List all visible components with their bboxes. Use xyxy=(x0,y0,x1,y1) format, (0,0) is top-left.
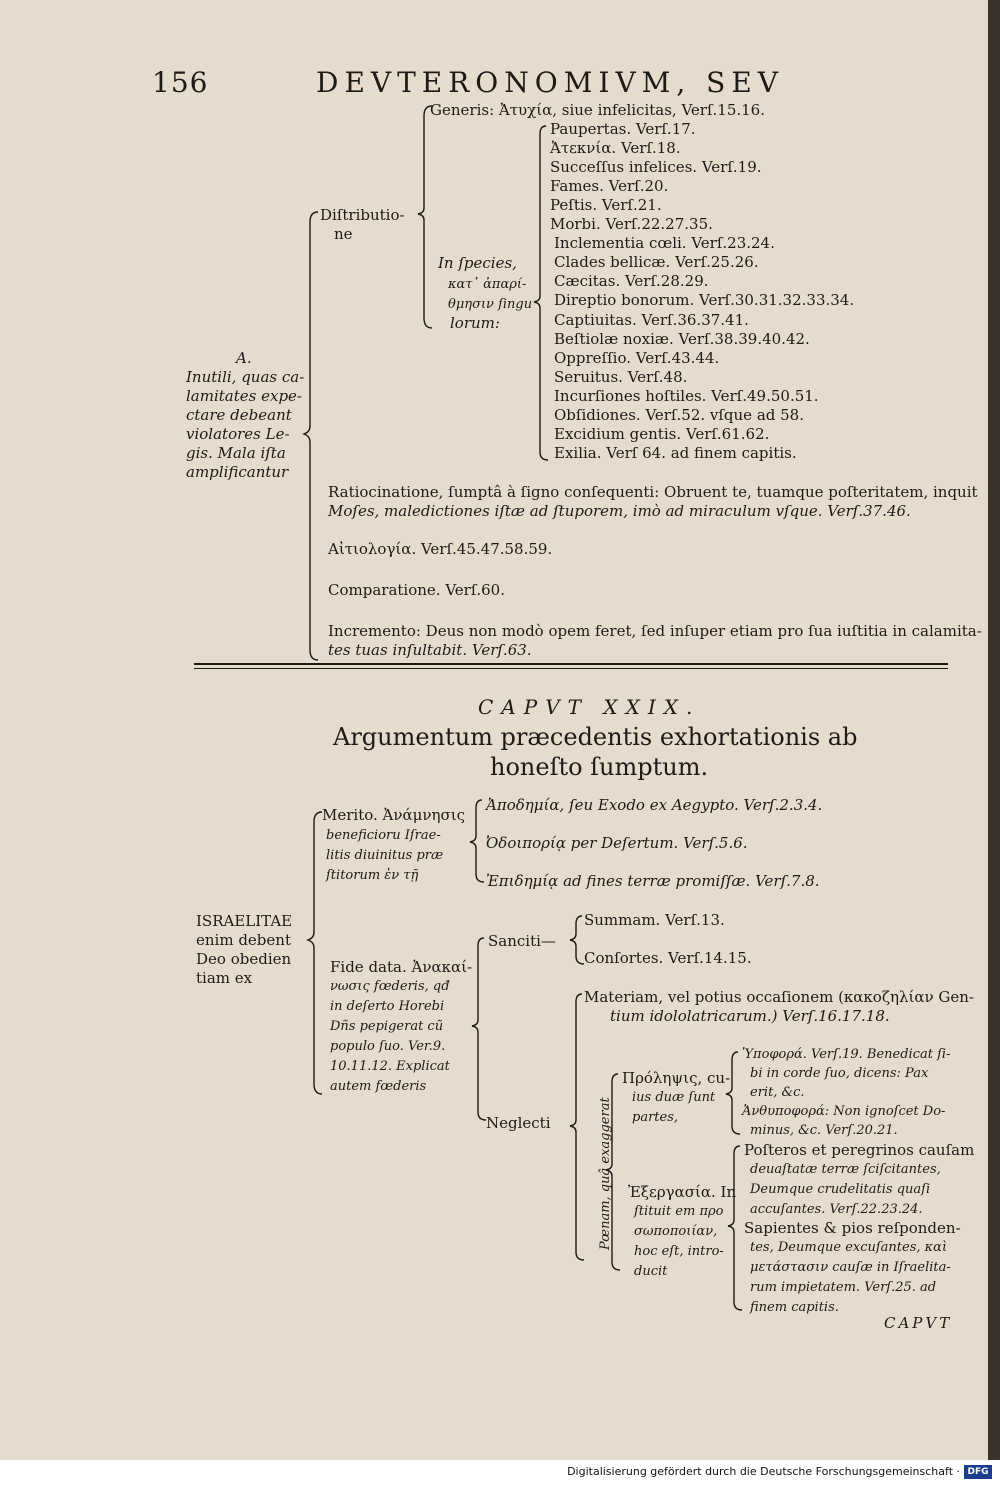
posteros-line: Poſteros et peregrinos cauſam xyxy=(744,1141,975,1159)
posteros-line: accuſantes. Verſ.22.23.24. xyxy=(750,1202,923,1217)
exergasia-line: Ἐξεργασία. In xyxy=(628,1183,737,1201)
chapter-title-line-1: Argumentum præcedentis exhortationis ab xyxy=(333,723,858,751)
list-item: Ἀποδημία, ſeu Exodo ex Aegypto. Verſ.2.3.4. xyxy=(486,796,823,814)
chapter-heading: CAPVT XXIX. xyxy=(478,695,701,719)
aitiologia-line: Αἰτιολογία. Verſ.45.47.58.59. xyxy=(328,540,553,558)
exergasia-line: σωποποιίαν, xyxy=(634,1224,718,1239)
distributio-line-1: Diſtributio- xyxy=(320,206,405,224)
section-rule xyxy=(194,663,948,665)
inutili-line: violatores Le- xyxy=(186,425,290,443)
exergasia-line: hoc eſt, intro- xyxy=(634,1244,724,1259)
list-item: Ἀτεκνία. Verſ.18. xyxy=(550,139,681,157)
exergasia-line: ducit xyxy=(634,1264,668,1279)
dfg-logo: DFG xyxy=(964,1465,992,1479)
inutili-line: gis. Mala iſta xyxy=(186,444,286,462)
sapientes-line: Sapientes & pios reſponden- xyxy=(744,1219,961,1237)
exergasia-line: ſtituit em προ xyxy=(634,1204,724,1219)
fide-line: in deſerto Horebi xyxy=(330,999,445,1014)
fide-line: Dñs pepigerat cũ xyxy=(330,1019,444,1034)
inutili-line: amplificantur xyxy=(186,463,289,481)
merito-line: Merito. Ἀνάμνησις xyxy=(322,806,465,824)
hypophora-line: bi in corde ſuo, dicens: Pax xyxy=(750,1066,929,1081)
prolepsis-line: partes, xyxy=(632,1110,679,1125)
merito-line: litis diuinitus præ xyxy=(326,848,444,863)
list-item: Fames. Verſ.20. xyxy=(550,177,669,195)
israelitae-line: tiam ex xyxy=(196,969,253,987)
israelitae-line: ISRAELITAE xyxy=(196,912,293,930)
sanciti-consortes: Conſortes. Verſ.14.15. xyxy=(584,949,752,967)
hypophora-line: Ὑποφορά. Verſ.19. Benedicat ſi- xyxy=(742,1047,951,1062)
anthypophora-line: minus, &c. Verſ.20.21. xyxy=(750,1123,898,1138)
page-number: 156 xyxy=(152,66,209,99)
prolepsis-line: ius duæ ſunt xyxy=(632,1090,716,1105)
catchword: CAPVT xyxy=(884,1314,953,1332)
species-line: lorum: xyxy=(450,314,500,332)
list-item: Ὀδοιπορίᾳ per Deſertum. Verſ.5.6. xyxy=(486,834,748,852)
ratiocinatione-line-1: Ratiocinatione, ſumptâ à ſigno conſequenti: Obruent te, tuamque poſteritatem, inquit xyxy=(328,483,978,501)
materiam-line-1: Materiam, vel potius occaſionem (κακοζηλίαν Gen- xyxy=(584,988,974,1006)
merito-line: ſtitorum ἐν τῇ xyxy=(326,868,419,883)
fide-line: νωσις fœderis, qđ xyxy=(330,979,450,994)
list-item: Incurſiones hoſtiles. Verſ.49.50.51. xyxy=(554,387,819,405)
list-item: Exilia. Verſ 64. ad finem capitis. xyxy=(554,444,797,462)
neglecti-label: Neglecti xyxy=(486,1114,551,1132)
incremento-line-2: tes tuas inſultabit. Verſ.63. xyxy=(328,641,532,659)
incremento-line-1: Incremento: Deus non modò opem feret, ſed inſuper etiam pro ſua iuſtitia in calamita- xyxy=(328,622,982,640)
poenam-label: Pœnam, quâ exaggerat xyxy=(598,1097,613,1250)
species-line: θμησιν ſingu xyxy=(448,297,533,312)
posteros-line: Deumque crudelitatis quaſi xyxy=(750,1182,931,1197)
fide-line: populo ſuo. Ver.9. xyxy=(330,1039,446,1054)
list-item: Cæcitas. Verſ.28.29. xyxy=(554,272,709,290)
list-item: Captiuitas. Verſ.36.37.41. xyxy=(554,311,749,329)
sapientes-line: finem capitis. xyxy=(750,1300,839,1315)
list-item: Excidium gentis. Verſ.61.62. xyxy=(554,425,770,443)
sanciti-summam: Summam. Verſ.13. xyxy=(584,911,725,929)
generis-line: Generis: Ἀτυχία, siue infelicitas, Verſ.15.16. xyxy=(430,101,765,119)
list-item: Beſtiolæ noxiæ. Verſ.38.39.40.42. xyxy=(554,330,810,348)
list-item: Inclementia cœli. Verſ.23.24. xyxy=(554,234,775,252)
materiam-line-2: tium idololatricarum.) Verſ.16.17.18. xyxy=(610,1007,890,1025)
list-item: Morbi. Verſ.22.27.35. xyxy=(550,215,713,233)
inutili-line: A. xyxy=(236,349,252,367)
sapientes-line: μετάστασιν cauſæ in Iſraelita- xyxy=(750,1260,951,1275)
running-head: DEVTERONOMIVM, SEV xyxy=(316,66,784,99)
anthypophora-line: Ἀνθυποφορά: Non ignoſcet Do- xyxy=(742,1104,946,1119)
inutili-line: lamitates expe- xyxy=(186,387,302,405)
list-item: Peſtis. Verſ.21. xyxy=(550,196,662,214)
list-item: Direptio bonorum. Verſ.30.31.32.33.34. xyxy=(554,291,855,309)
israelitae-line: Deo obedien xyxy=(196,950,292,968)
section-rule-thin xyxy=(194,668,948,669)
israelitae-line: enim debent xyxy=(196,931,291,949)
fide-line: autem fœderis xyxy=(330,1079,427,1094)
list-item: Oppreſſio. Verſ.43.44. xyxy=(554,349,720,367)
hypophora-line: erit, &c. xyxy=(750,1085,805,1100)
fide-line: 10.11.12. Explicat xyxy=(330,1059,450,1074)
species-line: κατ᾽ ἀπαρί- xyxy=(448,277,527,292)
prolepsis-line: Πρόληψις, cu- xyxy=(622,1069,731,1087)
merito-line: beneficioru Iſrae- xyxy=(326,828,441,843)
footer-text: Digitalisierung gefördert durch die Deutsche Forschungsgemeinschaft · xyxy=(567,1465,960,1478)
sapientes-line: tes, Deumque excuſantes, καὶ xyxy=(750,1240,948,1255)
posteros-line: deuaſtatæ terræ ſciſcitantes, xyxy=(750,1162,941,1177)
list-item: Succeſſus infelices. Verſ.19. xyxy=(550,158,762,176)
list-item: Paupertas. Verſ.17. xyxy=(550,120,696,138)
sanciti-label: Sanciti— xyxy=(488,932,556,950)
species-line: In ſpecies, xyxy=(438,254,517,272)
inutili-line: ctare debeant xyxy=(186,406,292,424)
fide-line: Fide data. Ἀνακαί- xyxy=(330,958,473,976)
list-item: Ἐπιδημίᾳ ad fines terræ promiſſæ. Verſ.7.8. xyxy=(486,872,820,890)
comparatione-line: Comparatione. Verſ.60. xyxy=(328,581,505,599)
list-item: Clades bellicæ. Verſ.25.26. xyxy=(554,253,759,271)
chapter-title-line-2: honeſto ſumptum. xyxy=(490,753,709,781)
book-spine xyxy=(988,0,1000,1460)
inutili-line: Inutili, quas ca- xyxy=(186,368,305,386)
list-item: Obſidiones. Verſ.52. vſque ad 58. xyxy=(554,406,804,424)
ratiocinatione-line-2: Moſes, maledictiones iſtæ ad ſtuporem, imò ad miraculum vſque. Verſ.37.46. xyxy=(328,502,911,520)
sapientes-line: rum impietatem. Verſ.25. ad xyxy=(750,1280,937,1295)
footer-bar xyxy=(0,1460,1000,1485)
distributio-line-2: ne xyxy=(334,225,353,243)
list-item: Seruitus. Verſ.48. xyxy=(554,368,688,386)
